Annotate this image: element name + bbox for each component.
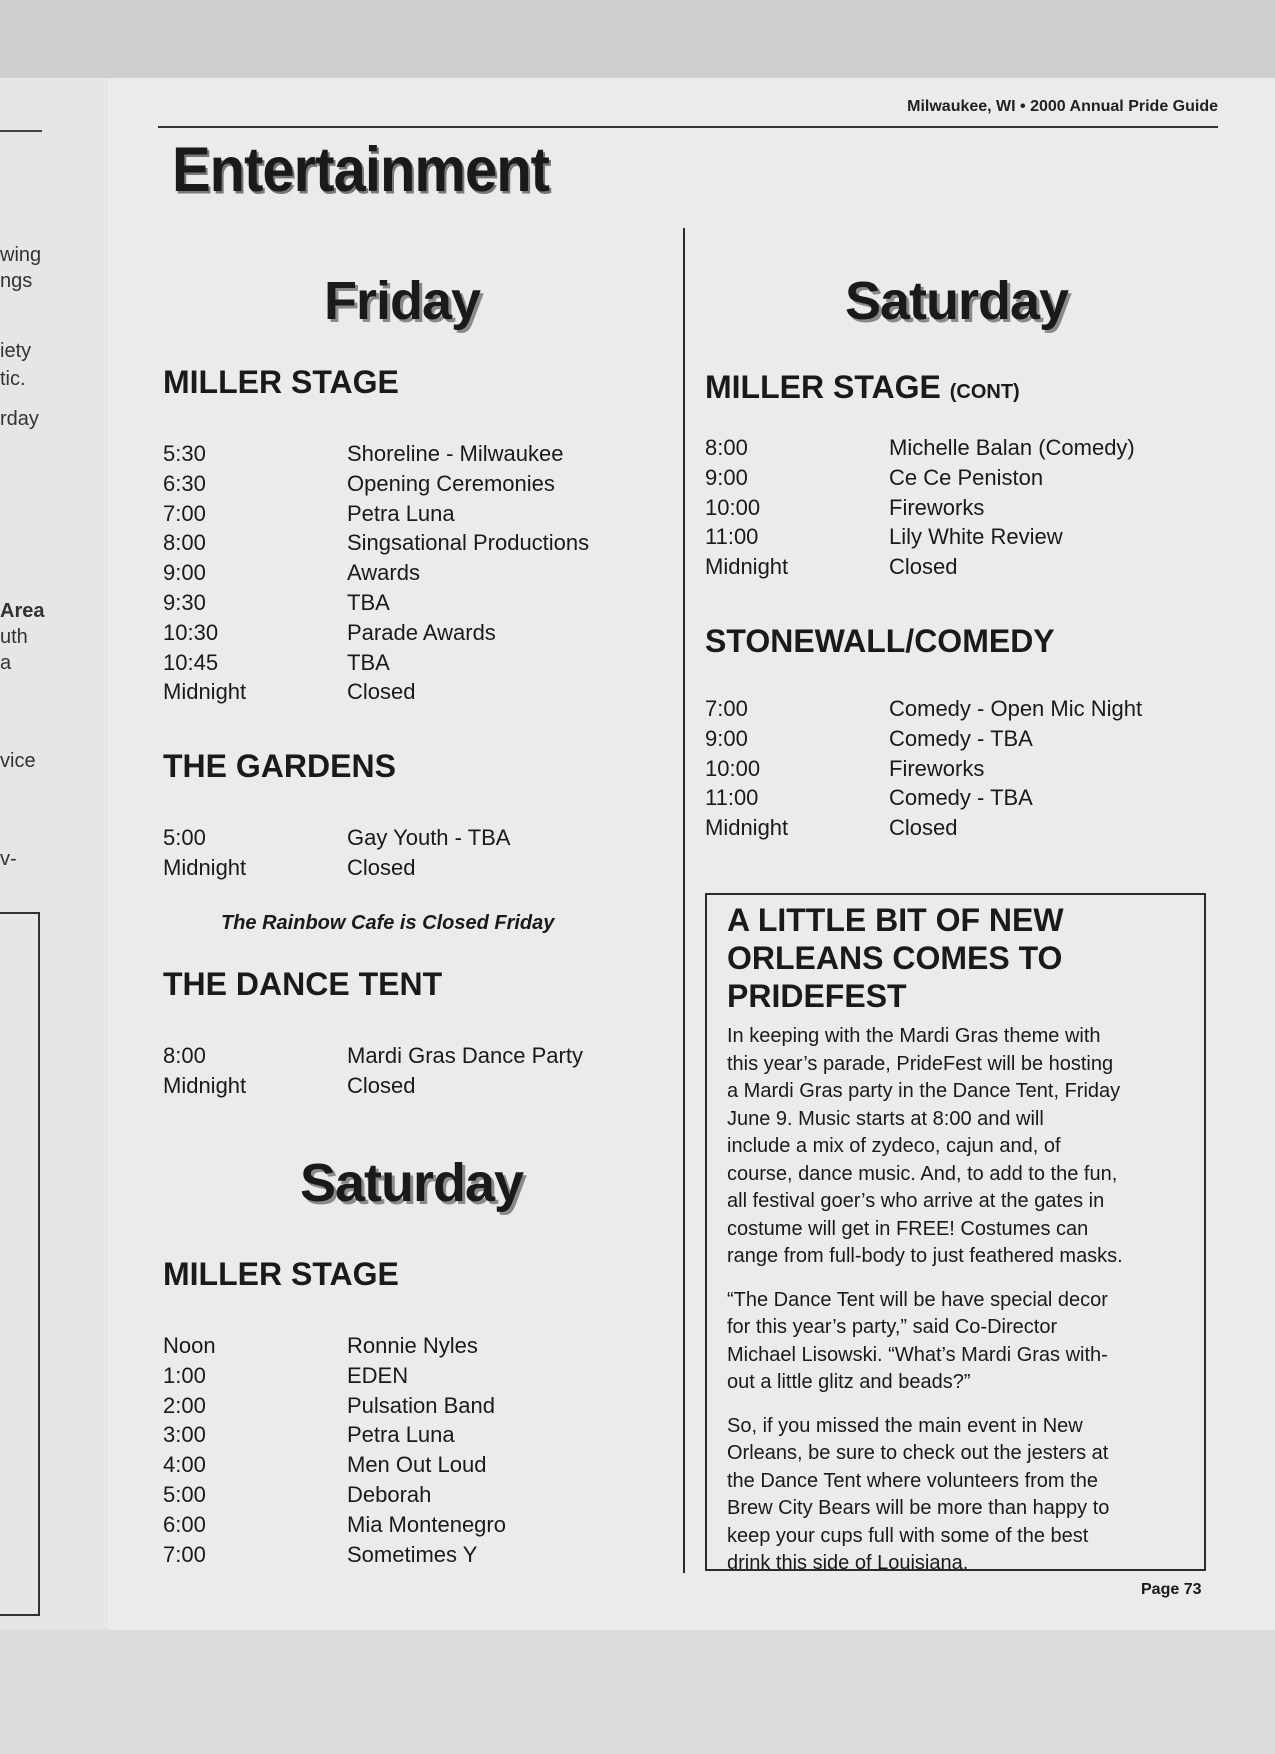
schedule-friday-gardens	[163, 823, 663, 883]
schedule-row	[163, 1480, 663, 1510]
stage-heading-miller-cont-title: MILLER STAGE	[705, 369, 941, 405]
sidebar-line: June 9. Music starts at 8:00 and will	[727, 1107, 1044, 1130]
stage-heading-miller-cont	[705, 369, 1020, 406]
schedule-event: Closed	[889, 815, 958, 841]
schedule-time: 7:00	[705, 696, 748, 721]
schedule-row	[163, 1361, 663, 1391]
schedule-row	[163, 1391, 663, 1421]
day-heading-saturday: Saturday	[300, 1153, 524, 1213]
running-header: Milwaukee, WI • 2000 Annual Pride Guide	[158, 94, 1218, 128]
schedule-row	[705, 783, 1205, 813]
adjacent-fragment: tic.	[0, 368, 26, 390]
stage-heading-stonewall: STONEWALL/COMEDY	[705, 623, 1055, 659]
sidebar-paragraph	[727, 1023, 1184, 1271]
adjacent-fragment: a	[0, 652, 12, 674]
adjacent-fragment: rday	[0, 408, 39, 430]
schedule-time: Midnight	[163, 679, 247, 705]
schedule-time: 5:00	[163, 1481, 206, 1507]
schedule-event: Shoreline - Milwaukee	[347, 441, 564, 466]
scan-top-margin	[0, 0, 1275, 80]
adjacent-fragment: ngs	[0, 270, 33, 292]
schedule-event: Mia Montenegro	[347, 1511, 506, 1537]
schedule-time: 3:00	[163, 1422, 206, 1448]
schedule-event: Pulsation Band	[347, 1392, 495, 1418]
schedule-friday-miller	[163, 439, 663, 707]
schedule-event: Ronnie Nyles	[347, 1333, 478, 1358]
stage-heading-dance-tent: THE DANCE TENT	[163, 966, 443, 1002]
schedule-row	[163, 588, 663, 618]
sidebar-title-line: ORLEANS COMES TO	[727, 940, 1063, 976]
sidebar-line: for this year’s party,” said Co-Director	[727, 1316, 1058, 1338]
schedule-event: Gay Youth - TBA	[347, 825, 511, 850]
schedule-row	[163, 648, 663, 678]
schedule-time: 10:00	[705, 494, 761, 520]
adjacent-fragment: iety	[0, 340, 32, 362]
schedule-event: Men Out Loud	[347, 1452, 487, 1478]
rainbow-cafe-note: The Rainbow Cafe is Closed Friday	[221, 912, 555, 934]
schedule-time: 11:00	[705, 524, 759, 550]
schedule-event: Comedy - Open Mic Night	[889, 696, 1143, 721]
schedule-friday-dance-tent	[163, 1041, 663, 1101]
sidebar-line: this year’s parade, PrideFest will be hosting	[727, 1052, 1114, 1075]
schedule-event: Closed	[889, 554, 958, 580]
schedule-stonewall	[705, 694, 1205, 843]
schedule-row	[163, 469, 663, 499]
day-heading-friday: Friday	[324, 271, 481, 331]
schedule-row	[163, 439, 663, 469]
column-divider	[683, 228, 685, 1573]
sidebar-line: a Mardi Gras party in the Dance Tent, Friday	[727, 1080, 1121, 1102]
adjacent-fragment: wing	[0, 244, 42, 266]
schedule-row	[163, 499, 663, 529]
schedule-event: Singsational Productions	[347, 530, 590, 556]
schedule-row	[163, 1510, 663, 1540]
schedule-row	[163, 1331, 663, 1361]
schedule-time: 11:00	[705, 785, 759, 811]
schedule-row	[705, 433, 1205, 463]
schedule-row	[705, 754, 1205, 784]
schedule-saturday-miller-cont	[705, 433, 1205, 582]
schedule-event: Mardi Gras Dance Party	[347, 1043, 583, 1068]
schedule-event: Petra Luna	[347, 500, 455, 526]
schedule-time: Midnight	[163, 1072, 247, 1098]
section-title: Entertainment	[172, 135, 549, 206]
schedule-time: 9:00	[705, 725, 748, 751]
schedule-event: TBA	[347, 649, 390, 675]
schedule-time: 10:30	[163, 619, 219, 645]
schedule-row	[163, 1450, 663, 1480]
guide-page	[108, 78, 1275, 1630]
schedule-event: Closed	[347, 854, 416, 880]
schedule-event: Comedy - TBA	[889, 725, 1033, 751]
sidebar-line: course, dance music. And, to add to the fun,	[727, 1162, 1118, 1185]
schedule-time: 7:00	[163, 500, 206, 526]
schedule-row	[163, 853, 663, 883]
schedule-row	[163, 1540, 663, 1570]
schedule-row	[705, 493, 1205, 523]
schedule-row	[163, 618, 663, 648]
schedule-time: 1:00	[163, 1362, 206, 1388]
schedule-event: Awards	[347, 560, 420, 586]
sidebar-line: Orleans, be sure to check out the jesters at	[727, 1442, 1109, 1464]
adjacent-fragment: Area	[0, 600, 45, 622]
schedule-time: Midnight	[705, 815, 789, 841]
schedule-time: 7:00	[163, 1541, 206, 1567]
sidebar-line: “The Dance Tent will be have special decor	[727, 1288, 1108, 1311]
schedule-row	[705, 724, 1205, 754]
sidebar-line: out a little glitz and beads?”	[727, 1371, 971, 1393]
sidebar-paragraph	[727, 1413, 1184, 1578]
schedule-event: Ce Ce Peniston	[889, 464, 1044, 490]
adjacent-fragment: v-	[0, 848, 17, 870]
schedule-saturday-miller	[163, 1331, 663, 1569]
schedule-time: Noon	[163, 1333, 216, 1358]
scan-bottom-margin	[0, 1630, 1275, 1754]
schedule-event: Sometimes Y	[347, 1541, 478, 1567]
adjacent-page-edge	[0, 78, 110, 1628]
schedule-event: Fireworks	[889, 755, 985, 781]
schedule-event: Parade Awards	[347, 619, 496, 645]
schedule-event: Closed	[347, 679, 416, 705]
schedule-time: 5:30	[163, 441, 206, 466]
schedule-time: 5:00	[163, 825, 206, 850]
schedule-event: Fireworks	[889, 494, 985, 520]
schedule-time: Midnight	[705, 554, 789, 580]
schedule-event: Petra Luna	[347, 1422, 455, 1448]
schedule-row	[705, 522, 1205, 552]
schedule-row	[163, 1071, 663, 1101]
new-orleans-sidebar	[705, 893, 1206, 1574]
schedule-time: 6:00	[163, 1511, 206, 1537]
stage-heading-gardens: THE GARDENS	[163, 748, 396, 784]
schedule-time: 9:00	[163, 560, 206, 586]
day-heading-saturday-right: Saturday	[845, 271, 1069, 331]
schedule-time: Midnight	[163, 854, 247, 880]
schedule-row	[163, 1041, 663, 1071]
sidebar-line: include a mix of zydeco, cajun and, of	[727, 1135, 1061, 1157]
sidebar-line: Brew City Bears will be more than happy to	[727, 1497, 1110, 1519]
schedule-event: Opening Ceremonies	[347, 470, 555, 496]
schedule-event: TBA	[347, 589, 390, 615]
sidebar-title-line: PRIDEFEST	[727, 978, 907, 1014]
schedule-event: Comedy - TBA	[889, 785, 1033, 811]
schedule-time: 8:00	[163, 530, 206, 556]
sidebar-paragraph	[727, 1287, 1184, 1397]
schedule-time: 10:00	[705, 755, 761, 781]
page-number: Page 73	[1141, 1581, 1202, 1598]
sidebar-line: the Dance Tent where volunteers from the	[727, 1469, 1098, 1492]
sidebar-line: all festival goer’s who arrive at the gates in	[727, 1190, 1105, 1212]
schedule-event: Lily White Review	[889, 524, 1063, 550]
schedule-time: 4:00	[163, 1452, 206, 1478]
sidebar-line: So, if you missed the main event in New	[727, 1414, 1083, 1437]
schedule-time: 9:00	[705, 464, 748, 490]
schedule-row	[705, 463, 1205, 493]
schedule-row	[163, 1420, 663, 1450]
schedule-time: 9:30	[163, 589, 206, 615]
schedule-time: 2:00	[163, 1392, 206, 1418]
sidebar-line: keep your cups full with some of the best	[727, 1524, 1089, 1547]
sidebar-title	[727, 901, 1184, 1015]
schedule-event: Closed	[347, 1072, 416, 1098]
sidebar-line: drink this side of Louisiana.	[727, 1552, 969, 1574]
adjacent-page-box	[0, 912, 40, 1616]
schedule-time: 8:00	[705, 435, 748, 460]
sidebar-line: In keeping with the Mardi Gras theme with	[727, 1025, 1101, 1047]
stage-heading-miller: MILLER STAGE	[163, 364, 399, 400]
schedule-row	[163, 558, 663, 588]
adjacent-page-rule	[0, 130, 42, 132]
schedule-time: 6:30	[163, 470, 206, 496]
sidebar-line: Michael Lisowski. “What’s Mardi Gras with-	[727, 1343, 1108, 1366]
schedule-time: 10:45	[163, 649, 219, 675]
schedule-event: Michelle Balan (Comedy)	[889, 435, 1135, 460]
adjacent-fragment: vice	[0, 750, 36, 772]
sidebar-line: costume will get in FREE! Costumes can	[727, 1217, 1089, 1240]
sidebar-line: range from full-body to just feathered masks.	[727, 1245, 1123, 1267]
adjacent-fragment: uth	[0, 626, 28, 648]
sidebar-title-line: A LITTLE BIT OF NEW	[727, 902, 1064, 938]
schedule-row	[705, 552, 1205, 582]
schedule-row	[705, 694, 1205, 724]
schedule-row	[163, 528, 663, 558]
stage-heading-miller-saturday: MILLER STAGE	[163, 1256, 399, 1292]
schedule-event: Deborah	[347, 1481, 432, 1507]
schedule-row	[163, 823, 663, 853]
schedule-row	[163, 677, 663, 707]
schedule-event: EDEN	[347, 1362, 409, 1388]
schedule-time: 8:00	[163, 1043, 206, 1068]
stage-heading-cont-suffix: (CONT)	[949, 381, 1020, 403]
schedule-row	[705, 813, 1205, 843]
